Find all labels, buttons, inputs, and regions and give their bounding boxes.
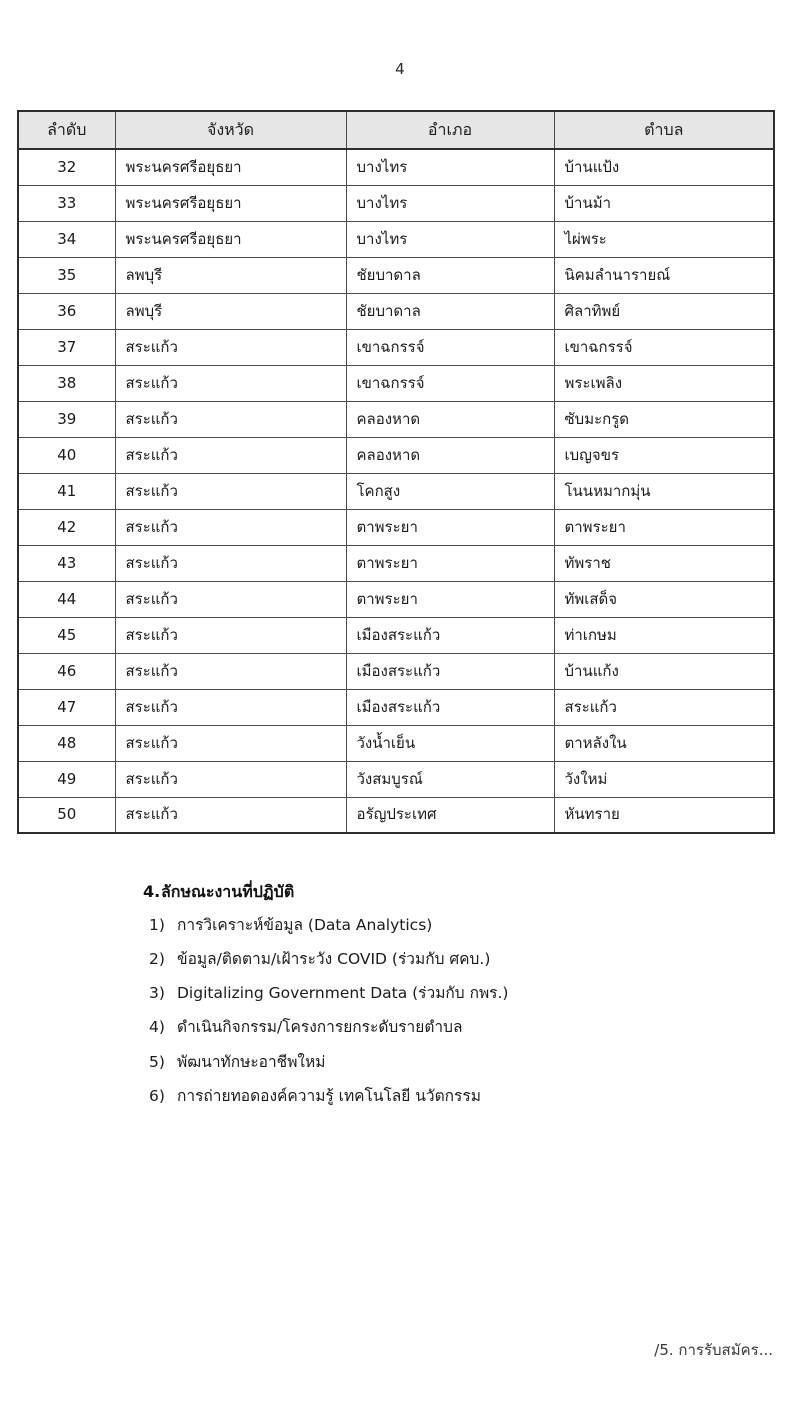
table-row [18, 617, 774, 653]
cell-seq: 32 [18, 149, 115, 185]
footer-continuation-note: /5. การรับสมัคร... [654, 1341, 773, 1359]
work-list-item [149, 983, 763, 1003]
cell-prov: ลพบุรี [115, 257, 346, 293]
cell-seq: 45 [18, 617, 115, 653]
cell-prov: สระแก้ว [115, 617, 346, 653]
cell-tamb: สระแก้ว [554, 689, 774, 725]
table-row [18, 401, 774, 437]
cell-tamb: บ้านแป้ง [554, 149, 774, 185]
cell-amph: บางไทร [346, 185, 554, 221]
cell-amph: คลองหาด [346, 437, 554, 473]
cell-tamb: ไผ่พระ [554, 221, 774, 257]
table-row [18, 545, 774, 581]
cell-prov: สระแก้ว [115, 473, 346, 509]
cell-amph: โคกสูง [346, 473, 554, 509]
cell-prov: สระแก้ว [115, 653, 346, 689]
cell-seq: 42 [18, 509, 115, 545]
table-row [18, 725, 774, 761]
work-list-item-text: ข้อมูล/ติดตาม/เฝ้าระวัง COVID (ร่วมกับ ศคบ.) [177, 950, 491, 969]
cell-tamb: ทัพเสด็จ [554, 581, 774, 617]
cell-tamb: ทัพราช [554, 545, 774, 581]
table-row [18, 797, 774, 833]
cell-amph: ชัยบาดาล [346, 293, 554, 329]
table-row [18, 437, 774, 473]
cell-tamb: ท่าเกษม [554, 617, 774, 653]
work-list-item [149, 1086, 763, 1106]
cell-seq: 44 [18, 581, 115, 617]
cell-tamb: บ้านแก้ง [554, 653, 774, 689]
cell-seq: 46 [18, 653, 115, 689]
work-list-item [149, 915, 763, 935]
work-list-item-marker: 3) [149, 984, 165, 1003]
work-description-section [143, 880, 763, 1120]
table-row [18, 185, 774, 221]
cell-prov: สระแก้ว [115, 545, 346, 581]
cell-seq: 47 [18, 689, 115, 725]
cell-prov: พระนครศรีอยุธยา [115, 149, 346, 185]
cell-amph: บางไทร [346, 149, 554, 185]
cell-tamb: หันทราย [554, 797, 774, 833]
cell-tamb: ซับมะกรูด [554, 401, 774, 437]
table-row [18, 329, 774, 365]
table-header [18, 111, 774, 149]
work-list-item-text: การวิเคราะห์ข้อมูล (Data Analytics) [177, 916, 433, 934]
table-row [18, 509, 774, 545]
table-row [18, 581, 774, 617]
cell-tamb: ตาพระยา [554, 509, 774, 545]
table-header-row [18, 111, 774, 149]
cell-prov: สระแก้ว [115, 725, 346, 761]
cell-amph: ชัยบาดาล [346, 257, 554, 293]
cell-seq: 41 [18, 473, 115, 509]
cell-amph: คลองหาด [346, 401, 554, 437]
work-list-item [149, 1017, 763, 1037]
cell-amph: เขาฉกรรจ์ [346, 329, 554, 365]
column-header-subdistrict: ตำบล [554, 111, 774, 149]
section-title: ลักษณะงานที่ปฏิบัติ [161, 882, 295, 901]
cell-seq: 50 [18, 797, 115, 833]
cell-tamb: เบญจขร [554, 437, 774, 473]
page-number: 4 [395, 60, 405, 78]
table-body [18, 149, 774, 833]
work-list-item-marker: 6) [149, 1086, 165, 1105]
work-list-item-marker: 2) [149, 950, 165, 969]
cell-seq: 36 [18, 293, 115, 329]
cell-amph: ตาพระยา [346, 581, 554, 617]
work-list-item [149, 1052, 763, 1072]
cell-amph: เมืองสระแก้ว [346, 653, 554, 689]
column-header-district: อำเภอ [346, 111, 554, 149]
cell-amph: ตาพระยา [346, 509, 554, 545]
work-list-item-marker: 1) [149, 916, 165, 934]
cell-amph: เขาฉกรรจ์ [346, 365, 554, 401]
cell-seq: 35 [18, 257, 115, 293]
cell-prov: ลพบุรี [115, 293, 346, 329]
cell-seq: 38 [18, 365, 115, 401]
work-list-item-text: การถ่ายทอดองค์ความรู้ เทคโนโลยี นวัตกรรม [177, 1086, 481, 1105]
cell-prov: สระแก้ว [115, 329, 346, 365]
work-list-item-text: พัฒนาทักษะอาชีพใหม่ [177, 1052, 326, 1071]
cell-prov: สระแก้ว [115, 797, 346, 833]
table-row [18, 365, 774, 401]
cell-seq: 37 [18, 329, 115, 365]
cell-tamb: วังใหม่ [554, 761, 774, 797]
table-row [18, 149, 774, 185]
cell-tamb: ศิลาทิพย์ [554, 293, 774, 329]
cell-prov: สระแก้ว [115, 689, 346, 725]
cell-prov: สระแก้ว [115, 761, 346, 797]
cell-seq: 40 [18, 437, 115, 473]
cell-tamb: โนนหมากมุ่น [554, 473, 774, 509]
work-list-item-marker: 5) [149, 1052, 165, 1071]
location-table-container [17, 110, 773, 834]
cell-tamb: ตาหลังใน [554, 725, 774, 761]
cell-seq: 34 [18, 221, 115, 257]
cell-prov: สระแก้ว [115, 365, 346, 401]
table-row [18, 221, 774, 257]
cell-prov: สระแก้ว [115, 401, 346, 437]
cell-tamb: พระเพลิง [554, 365, 774, 401]
table-row [18, 689, 774, 725]
cell-seq: 48 [18, 725, 115, 761]
table-row [18, 473, 774, 509]
section-heading [143, 880, 763, 905]
section-number: 4. [143, 882, 161, 901]
cell-amph: เมืองสระแก้ว [346, 617, 554, 653]
table-row [18, 257, 774, 293]
cell-amph: ตาพระยา [346, 545, 554, 581]
cell-seq: 49 [18, 761, 115, 797]
cell-seq: 39 [18, 401, 115, 437]
cell-amph: อรัญประเทศ [346, 797, 554, 833]
table-row [18, 293, 774, 329]
cell-amph: เมืองสระแก้ว [346, 689, 554, 725]
column-header-seq: ลำดับ [18, 111, 115, 149]
cell-tamb: บ้านม้า [554, 185, 774, 221]
cell-seq: 43 [18, 545, 115, 581]
cell-prov: พระนครศรีอยุธยา [115, 185, 346, 221]
work-list-item [149, 949, 763, 969]
cell-tamb: เขาฉกรรจ์ [554, 329, 774, 365]
work-list [143, 915, 763, 1106]
column-header-province: จังหวัด [115, 111, 346, 149]
cell-amph: วังสมบูรณ์ [346, 761, 554, 797]
table-row [18, 761, 774, 797]
cell-prov: สระแก้ว [115, 437, 346, 473]
work-list-item-text: Digitalizing Government Data (ร่วมกับ กพร.) [177, 984, 509, 1003]
location-table [17, 110, 775, 834]
cell-amph: บางไทร [346, 221, 554, 257]
table-row [18, 653, 774, 689]
cell-seq: 33 [18, 185, 115, 221]
cell-prov: สระแก้ว [115, 509, 346, 545]
cell-amph: วังน้ำเย็น [346, 725, 554, 761]
work-list-item-marker: 4) [149, 1018, 165, 1037]
cell-prov: สระแก้ว [115, 581, 346, 617]
cell-tamb: นิคมลำนารายณ์ [554, 257, 774, 293]
cell-prov: พระนครศรีอยุธยา [115, 221, 346, 257]
work-list-item-text: ดำเนินกิจกรรม/โครงการยกระดับรายตำบล [177, 1018, 463, 1037]
